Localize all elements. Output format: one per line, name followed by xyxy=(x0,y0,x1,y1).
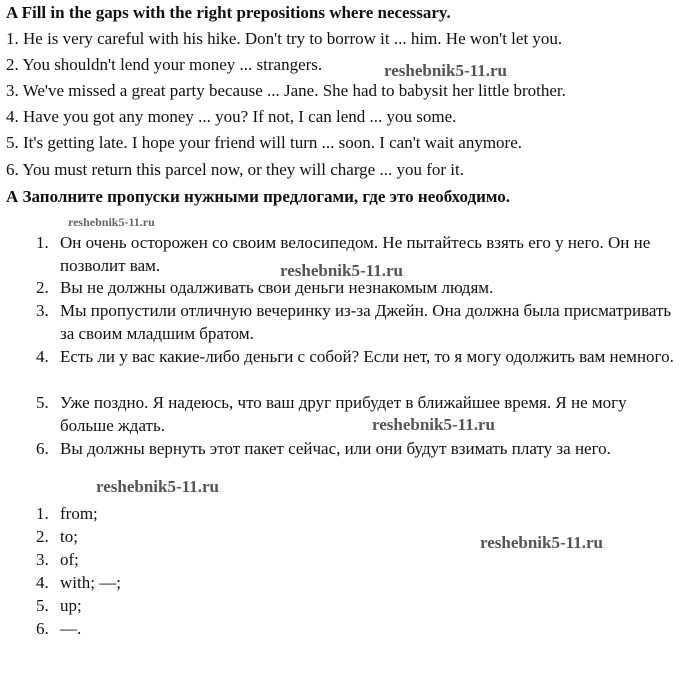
watermark: reshebnik5-11.ru xyxy=(68,215,155,229)
answer-number: 4. xyxy=(36,573,49,592)
english-item-6: 6. You must return this parcel now, or they will charge ... you for it. xyxy=(6,160,464,179)
russian-item xyxy=(36,391,676,437)
answer-text: —. xyxy=(60,619,82,638)
russian-item-number: 5. xyxy=(36,393,49,412)
watermark: reshebnik5-11.ru xyxy=(480,533,603,552)
answer-number: 3. xyxy=(36,550,49,569)
answer-item xyxy=(36,619,81,639)
answer-item xyxy=(36,504,98,524)
russian-item-number: 2. xyxy=(36,278,49,297)
russian-item-text: Он очень осторожен со своим велосипедом. Не пытайтесь взять его у него. Он не позволит вам. xyxy=(60,233,651,275)
russian-heading: А Заполните пропуски нужными предлогами, где это необходимо. xyxy=(6,187,510,206)
watermark: reshebnik5-11.ru xyxy=(280,261,403,280)
english-item-2: 2. You shouldn't lend your money ... strangers. xyxy=(6,55,323,74)
russian-item-number: 6. xyxy=(36,439,49,458)
answer-text: of; xyxy=(60,550,79,569)
russian-item-number: 1. xyxy=(36,233,49,252)
answer-item xyxy=(36,550,79,570)
answer-number: 5. xyxy=(36,596,49,615)
russian-item-text: Вы не должны одалживать свои деньги незнакомым людям. xyxy=(60,278,494,297)
english-item-1: 1. He is very careful with his hike. Don't try to borrow it ... him. He won't let you. xyxy=(6,29,563,48)
russian-item-number: 3. xyxy=(36,301,49,320)
answer-text: to; xyxy=(60,527,78,546)
russian-item-text: Вы должны вернуть этот пакет сейчас, или они будут взимать плату за него. xyxy=(60,439,611,458)
answer-item xyxy=(36,596,82,616)
answer-text: from; xyxy=(60,504,98,523)
english-heading: A Fill in the gaps with the right prepositions where necessary. xyxy=(6,3,451,22)
russian-item-text: Мы пропустили отличную вечеринку из-за Джейн. Она должна была присматривать за своим младшим братом. xyxy=(60,301,672,343)
watermark: reshebnik5-11.ru xyxy=(384,61,507,80)
english-item-3: 3. We've missed a great party because ... Jane. She had to babysit her little brother. xyxy=(6,81,566,100)
answer-number: 1. xyxy=(36,504,49,523)
answer-text: up; xyxy=(60,596,82,615)
russian-item-number: 4. xyxy=(36,347,49,366)
answer-item xyxy=(36,573,121,593)
watermark: reshebnik5-11.ru xyxy=(96,477,219,496)
russian-item xyxy=(36,437,676,460)
answer-number: 2. xyxy=(36,527,49,546)
english-item-5: 5. It's getting late. I hope your friend will turn ... soon. I can't wait anymore. xyxy=(6,133,523,152)
english-item-4: 4. Have you got any money ... you? If not, I can lend ... you some. xyxy=(6,107,457,126)
russian-item xyxy=(36,345,676,368)
russian-item xyxy=(36,299,676,345)
answer-item xyxy=(36,527,78,547)
watermark: reshebnik5-11.ru xyxy=(372,415,495,434)
answer-text: with; —; xyxy=(60,573,121,592)
russian-item-text: Уже поздно. Я надеюсь, что ваш друг прибудет в ближайшее время. Я не могу больше ждать. xyxy=(60,393,627,435)
answer-number: 6. xyxy=(36,619,49,638)
russian-item-text: Есть ли у вас какие-либо деньги с собой? Если нет, то я могу одолжить вам немного. xyxy=(60,347,674,366)
